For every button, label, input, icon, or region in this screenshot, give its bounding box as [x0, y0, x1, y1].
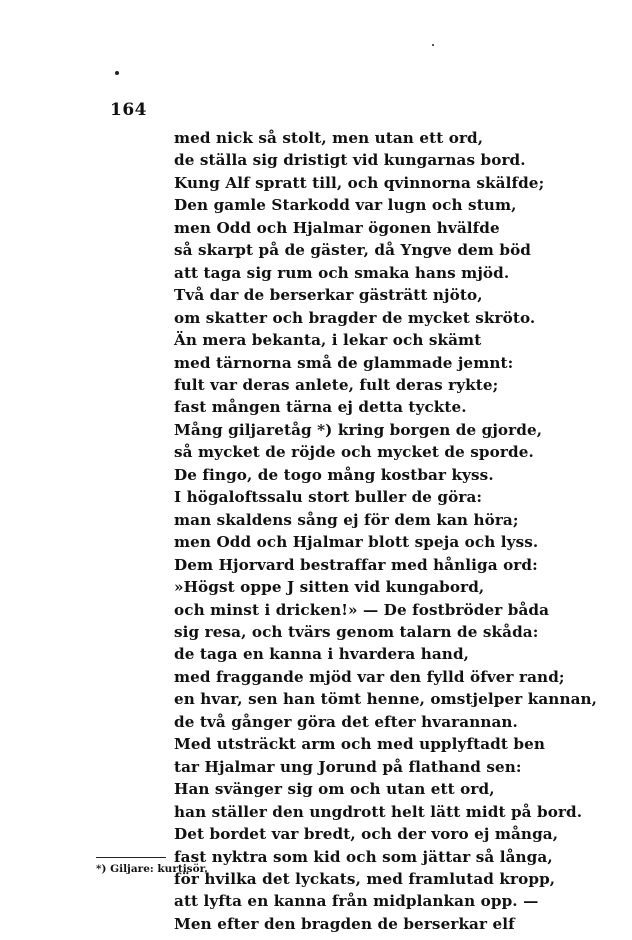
verse-line: men Odd och Hjalmar blott speja och lyss.	[174, 533, 539, 552]
verse-line: Men efter den bragden de berserkar elf	[174, 914, 515, 933]
verse-line: Det bordet var bredt, och der voro ej många,	[174, 825, 559, 844]
verse-line: fast mången tärna ej detta tyckte.	[174, 398, 467, 417]
verse-line: Med utsträckt arm och med upplyftadt ben	[174, 735, 545, 754]
verse-line: så skarpt på de gäster, då Yngve dem böd	[174, 241, 532, 260]
verse-line: och minst i dricken!» — De fostbröder båda	[174, 600, 550, 619]
verse-line: Han svänger sig om och utan ett ord,	[174, 780, 495, 799]
verse-line: De fingo, de togo mång kostbar kyss.	[174, 465, 494, 484]
verse-line: de ställa sig dristigt vid kungarnas bord.	[174, 151, 526, 170]
footnote-rule	[96, 857, 166, 858]
verse-line: sig resa, och tvärs genom talarn de skåda:	[174, 622, 539, 641]
verse-line: Mång giljaretåg *) kring borgen de gjorde,	[174, 420, 543, 439]
verse-line: de två gånger göra det efter hvarannan.	[174, 712, 518, 731]
verse-line: så mycket de röjde och mycket de sporde.	[174, 443, 534, 462]
poem-text	[174, 127, 614, 935]
verse-line: med fraggande mjöd var den fylld öfver rand;	[174, 667, 565, 686]
verse-line: Än mera bekanta, i lekar och skämt	[174, 331, 482, 350]
verse-line: om skatter och bragder de mycket skröto.	[174, 308, 536, 327]
print-speck-top	[432, 44, 434, 46]
verse-line: Den gamle Starkodd var lugn och stum,	[174, 196, 517, 215]
page-number: 164	[110, 100, 147, 120]
verse-line: fult var deras anlete, fult deras rykte;	[174, 375, 499, 394]
verse-line: att taga sig rum och smaka hans mjöd.	[174, 263, 510, 282]
verse-line: men Odd och Hjalmar ögonen hvälfde	[174, 218, 500, 237]
verse-line: Två dar de berserkar gästrätt njöto,	[174, 286, 483, 305]
verse-line: de taga en kanna i hvardera hand,	[174, 645, 470, 664]
verse-line: tar Hjalmar ung Jorund på flathand sen:	[174, 757, 522, 776]
verse-line: med tärnorna små de glammade jemnt:	[174, 353, 514, 372]
verse-line: att lyfta en kanna från midplankan opp. —	[174, 892, 539, 911]
verse-line: för hvilka det lyckats, med framlutad kropp,	[174, 869, 556, 888]
verse-line: I högaloftssalu stort buller de göra:	[174, 488, 483, 507]
print-speck-margin	[115, 71, 119, 75]
verse-line: han ställer den ungdrott helt lätt midt på bord.	[174, 802, 583, 821]
verse-line: Kung Alf spratt till, och qvinnorna skälfde;	[174, 173, 545, 192]
verse-line: Dem Hjorvard bestraffar med hånliga ord:	[174, 555, 538, 574]
verse-line: fast nyktra som kid och som jättar så långa,	[174, 847, 553, 866]
footnote: *) Giljare: kurtisör.	[96, 863, 208, 875]
verse-line: man skaldens sång ej för dem kan höra;	[174, 510, 519, 529]
verse-line: med nick så stolt, men utan ett ord,	[174, 129, 484, 147]
verse-line: en hvar, sen han tömt henne, omstjelper kannan,	[174, 690, 598, 709]
verse-line: »Högst oppe J sitten vid kungabord,	[174, 578, 485, 597]
